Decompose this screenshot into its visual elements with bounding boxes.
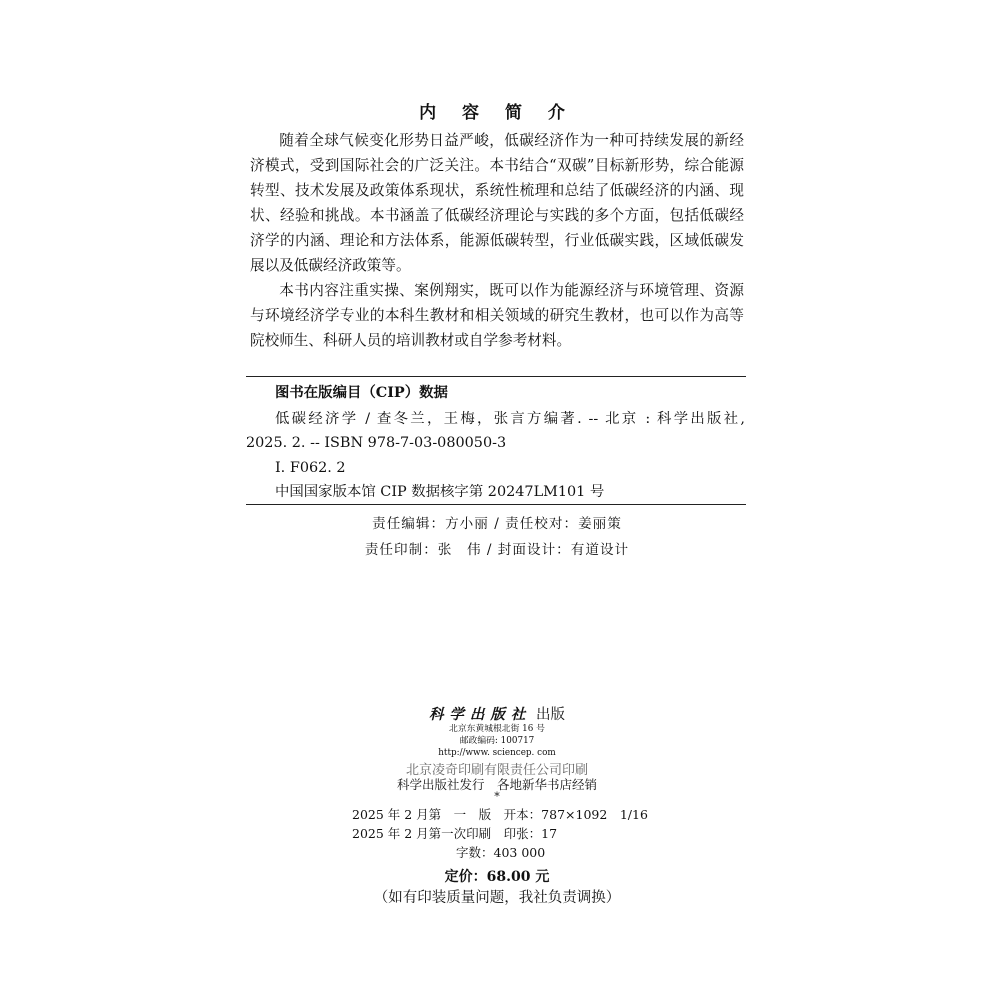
intro-body (250, 128, 744, 353)
printer-line: 北京凌奇印刷有限责任公司印刷 (405, 763, 588, 778)
publisher-suffix: 出版 (536, 707, 566, 723)
intro-paragraph-2: 本书内容注重实操、案例翔实，既可以作为能源经济与环境管理、资源与环境经济学专业的本科生教材和相关领域的研究生教材，也可以作为高等院校师生、科研人员的培训教材或自学参考材料。 (250, 282, 744, 349)
cip-top-rule (246, 376, 746, 377)
publisher-address: 北京东黄城根北街 16 号 (449, 724, 545, 734)
printing-line: 2025 年 2 月第一次印刷 印张：17 (352, 826, 558, 841)
cip-classification-line: Ⅰ. F062. 2 (275, 460, 346, 476)
publisher-line (250, 703, 744, 724)
publisher-url: http://www. sciencep. com (438, 748, 556, 758)
cip-publication-line: 2025. 2. -- ISBN 978-7-03-080050-3 (246, 435, 507, 451)
intro-paragraph-1: 随着全球气候变化形势日益严峻，低碳经济作为一种可持续发展的新经济模式，受到国际社会的广泛关注。本书结合“双碳”目标新形势，综合能源转型、技术发展及政策体系现状，系统性梳理和总结了低碳经济的内涵、现状、经验和挑战。本书涵盖了低碳经济理论与实践的多个方面，包括低碳经济学的内涵、理论和方法体系，能源低碳转型，行业低碳实践，区域低碳发展以及低碳经济政策等。 (250, 132, 744, 274)
cip-title-line: 低碳经济学 / 查冬兰，王梅，张言方编著. -- 北京 : 科学出版社, (275, 411, 745, 427)
separator-asterisk: * (494, 790, 500, 803)
editor-credits: 责任编辑：方小丽 / 责任校对：姜丽策 (372, 516, 622, 532)
word-count: 字数：403 000 (456, 845, 546, 860)
quality-notice: （如有印装质量问题，我社负责调换） (373, 890, 621, 906)
intro-title: 内 容 简 介 (419, 103, 575, 123)
postal-code: 邮政编码: 100717 (459, 736, 535, 746)
price: 定价：68.00 元 (444, 869, 550, 885)
distribution-line: 科学出版社发行 各地新华书店经销 (396, 777, 597, 792)
cip-verification-line: 中国国家版本馆 CIP 数据核字第 20247LM101 号 (275, 484, 605, 500)
publisher-name: 科学出版社 (428, 706, 532, 723)
edition-line: 2025 年 2 月第 一 版 开本：787×1092 1/16 (352, 807, 648, 822)
production-credits: 责任印制：张 伟 / 封面设计：有道设计 (364, 542, 630, 558)
cip-bottom-rule (246, 504, 746, 505)
cip-heading: 图书在版编目（CIP）数据 (275, 384, 448, 401)
